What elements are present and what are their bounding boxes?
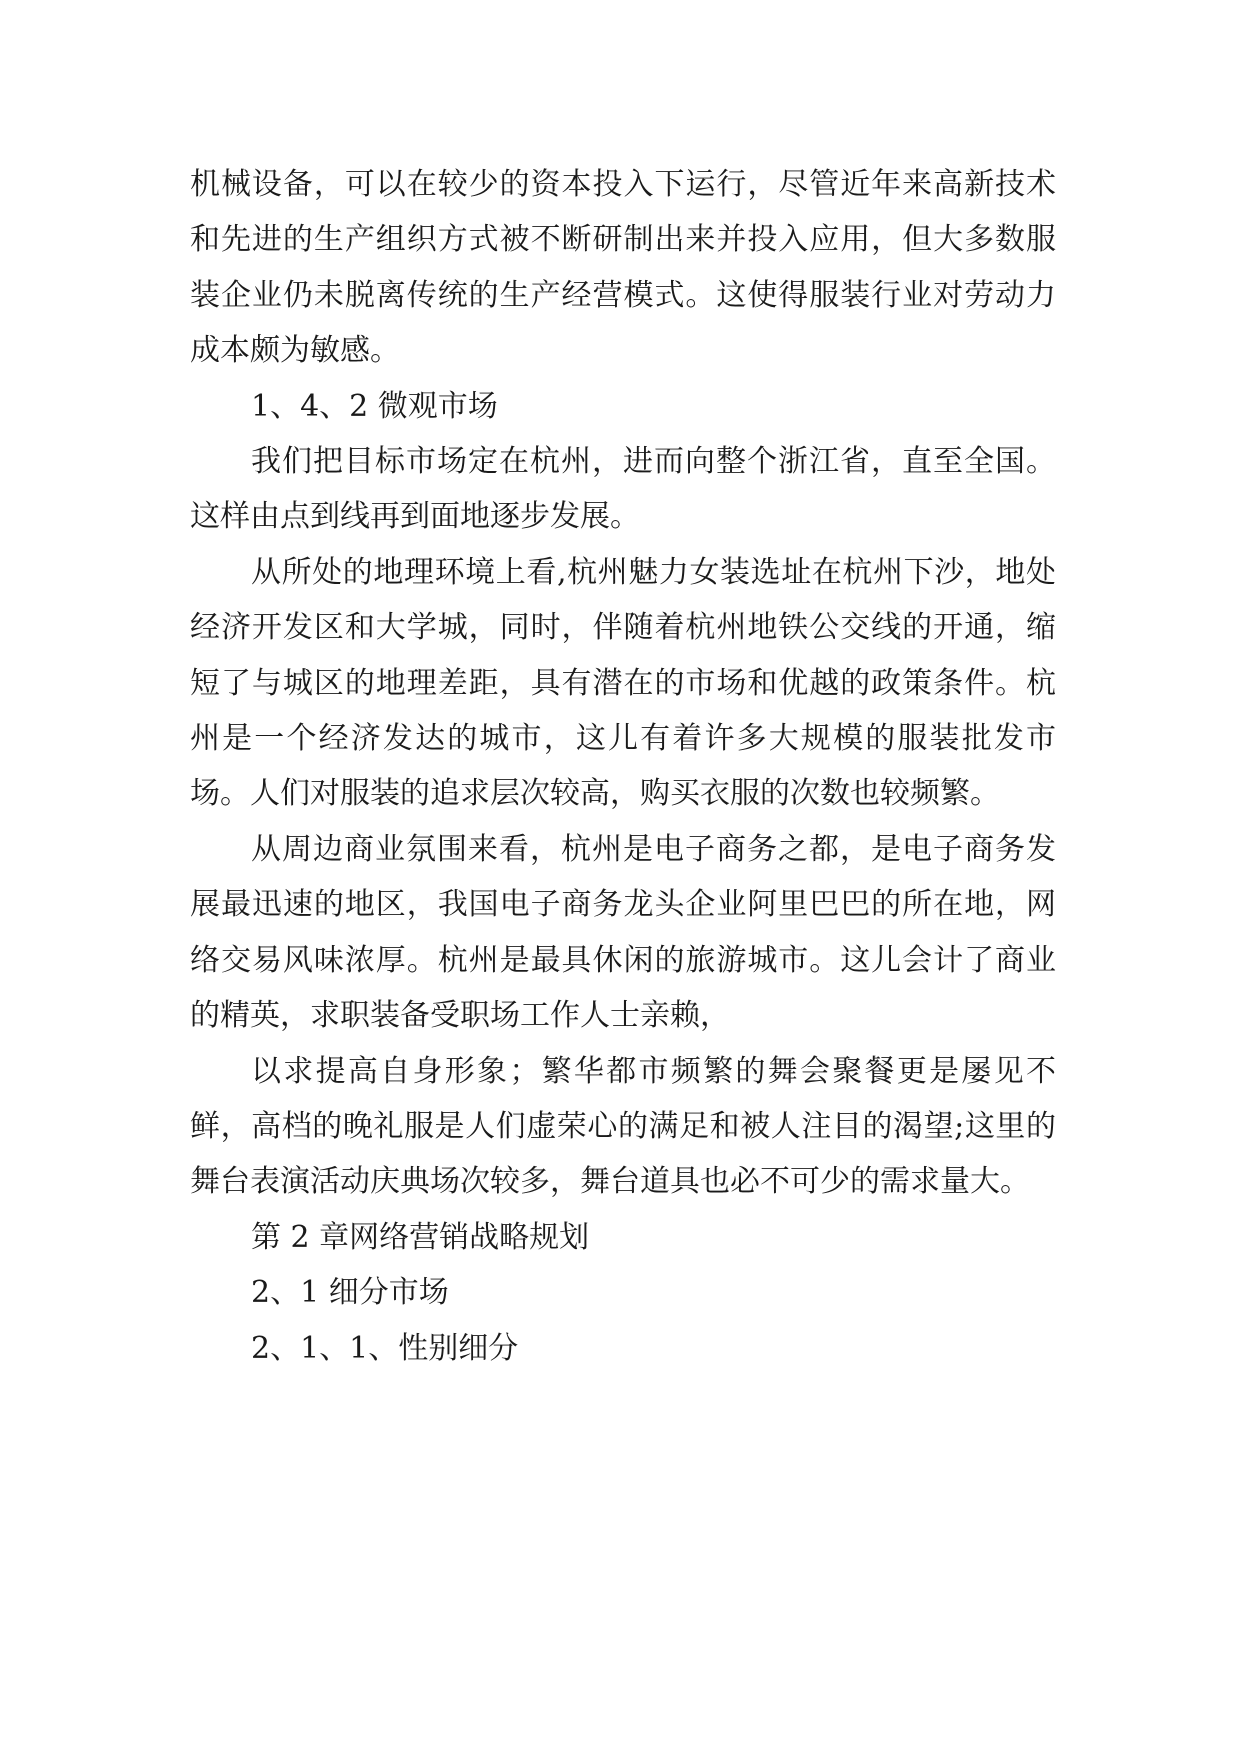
paragraph-image: 以求提高自身形象；繁华都市频繁的舞会聚餐更是屡见不鲜，高档的晚礼服是人们虚荣心的满足和被人注目的渴望;这里的舞台表演活动庆典场次较多，舞台道具也必不可少的需求量大。 [190,1053,1056,1200]
paragraph-continuation: 机械设备，可以在较少的资本投入下运行，尽管近年来高新技术和先进的生产组织方式被不断研制出来并投入应用，但大多数服装企业仍未脱离传统的生产经营模式。这使得服装行业对劳动力成本颇为敏感。 [190,167,1056,369]
paragraph-geography: 从所处的地理环境上看,杭州魅力女装选址在杭州下沙，地处经济开发区和大学城，同时，伴随着杭州地铁公交线的开通，缩短了与城区的地理差距，具有潜在的市场和优越的政策条件。杭州是一个经济发达的城市，这儿有着许多大规模的服装批发市场。人们对服装的追求层次较高，购买衣服的次数也较频繁。 [190,554,1056,812]
section-heading-2-1: 2、1 细分市场 [251,1275,449,1311]
paragraph-target-market: 我们把目标市场定在杭州，进而向整个浙江省，直至全国。这样由点到线再到面地逐步发展。 [190,444,1056,535]
section-heading-2-1-1: 2、1、1、性别细分 [251,1330,519,1366]
section-heading-1-4-2: 1、4、2 微观市场 [251,388,498,424]
paragraph-business-atmosphere: 从周边商业氛围来看，杭州是电子商务之都，是电子商务发展最迅速的地区，我国电子商务龙头企业阿里巴巴的所在地，网络交易风味浓厚。杭州是最具休闲的旅游城市。这儿会计了商业的精英，求职装备受职场工作人士亲赖， [190,831,1056,1034]
document-body [190,157,1056,1376]
chapter-heading-2: 第 2 章网络营销战略规划 [251,1219,590,1255]
